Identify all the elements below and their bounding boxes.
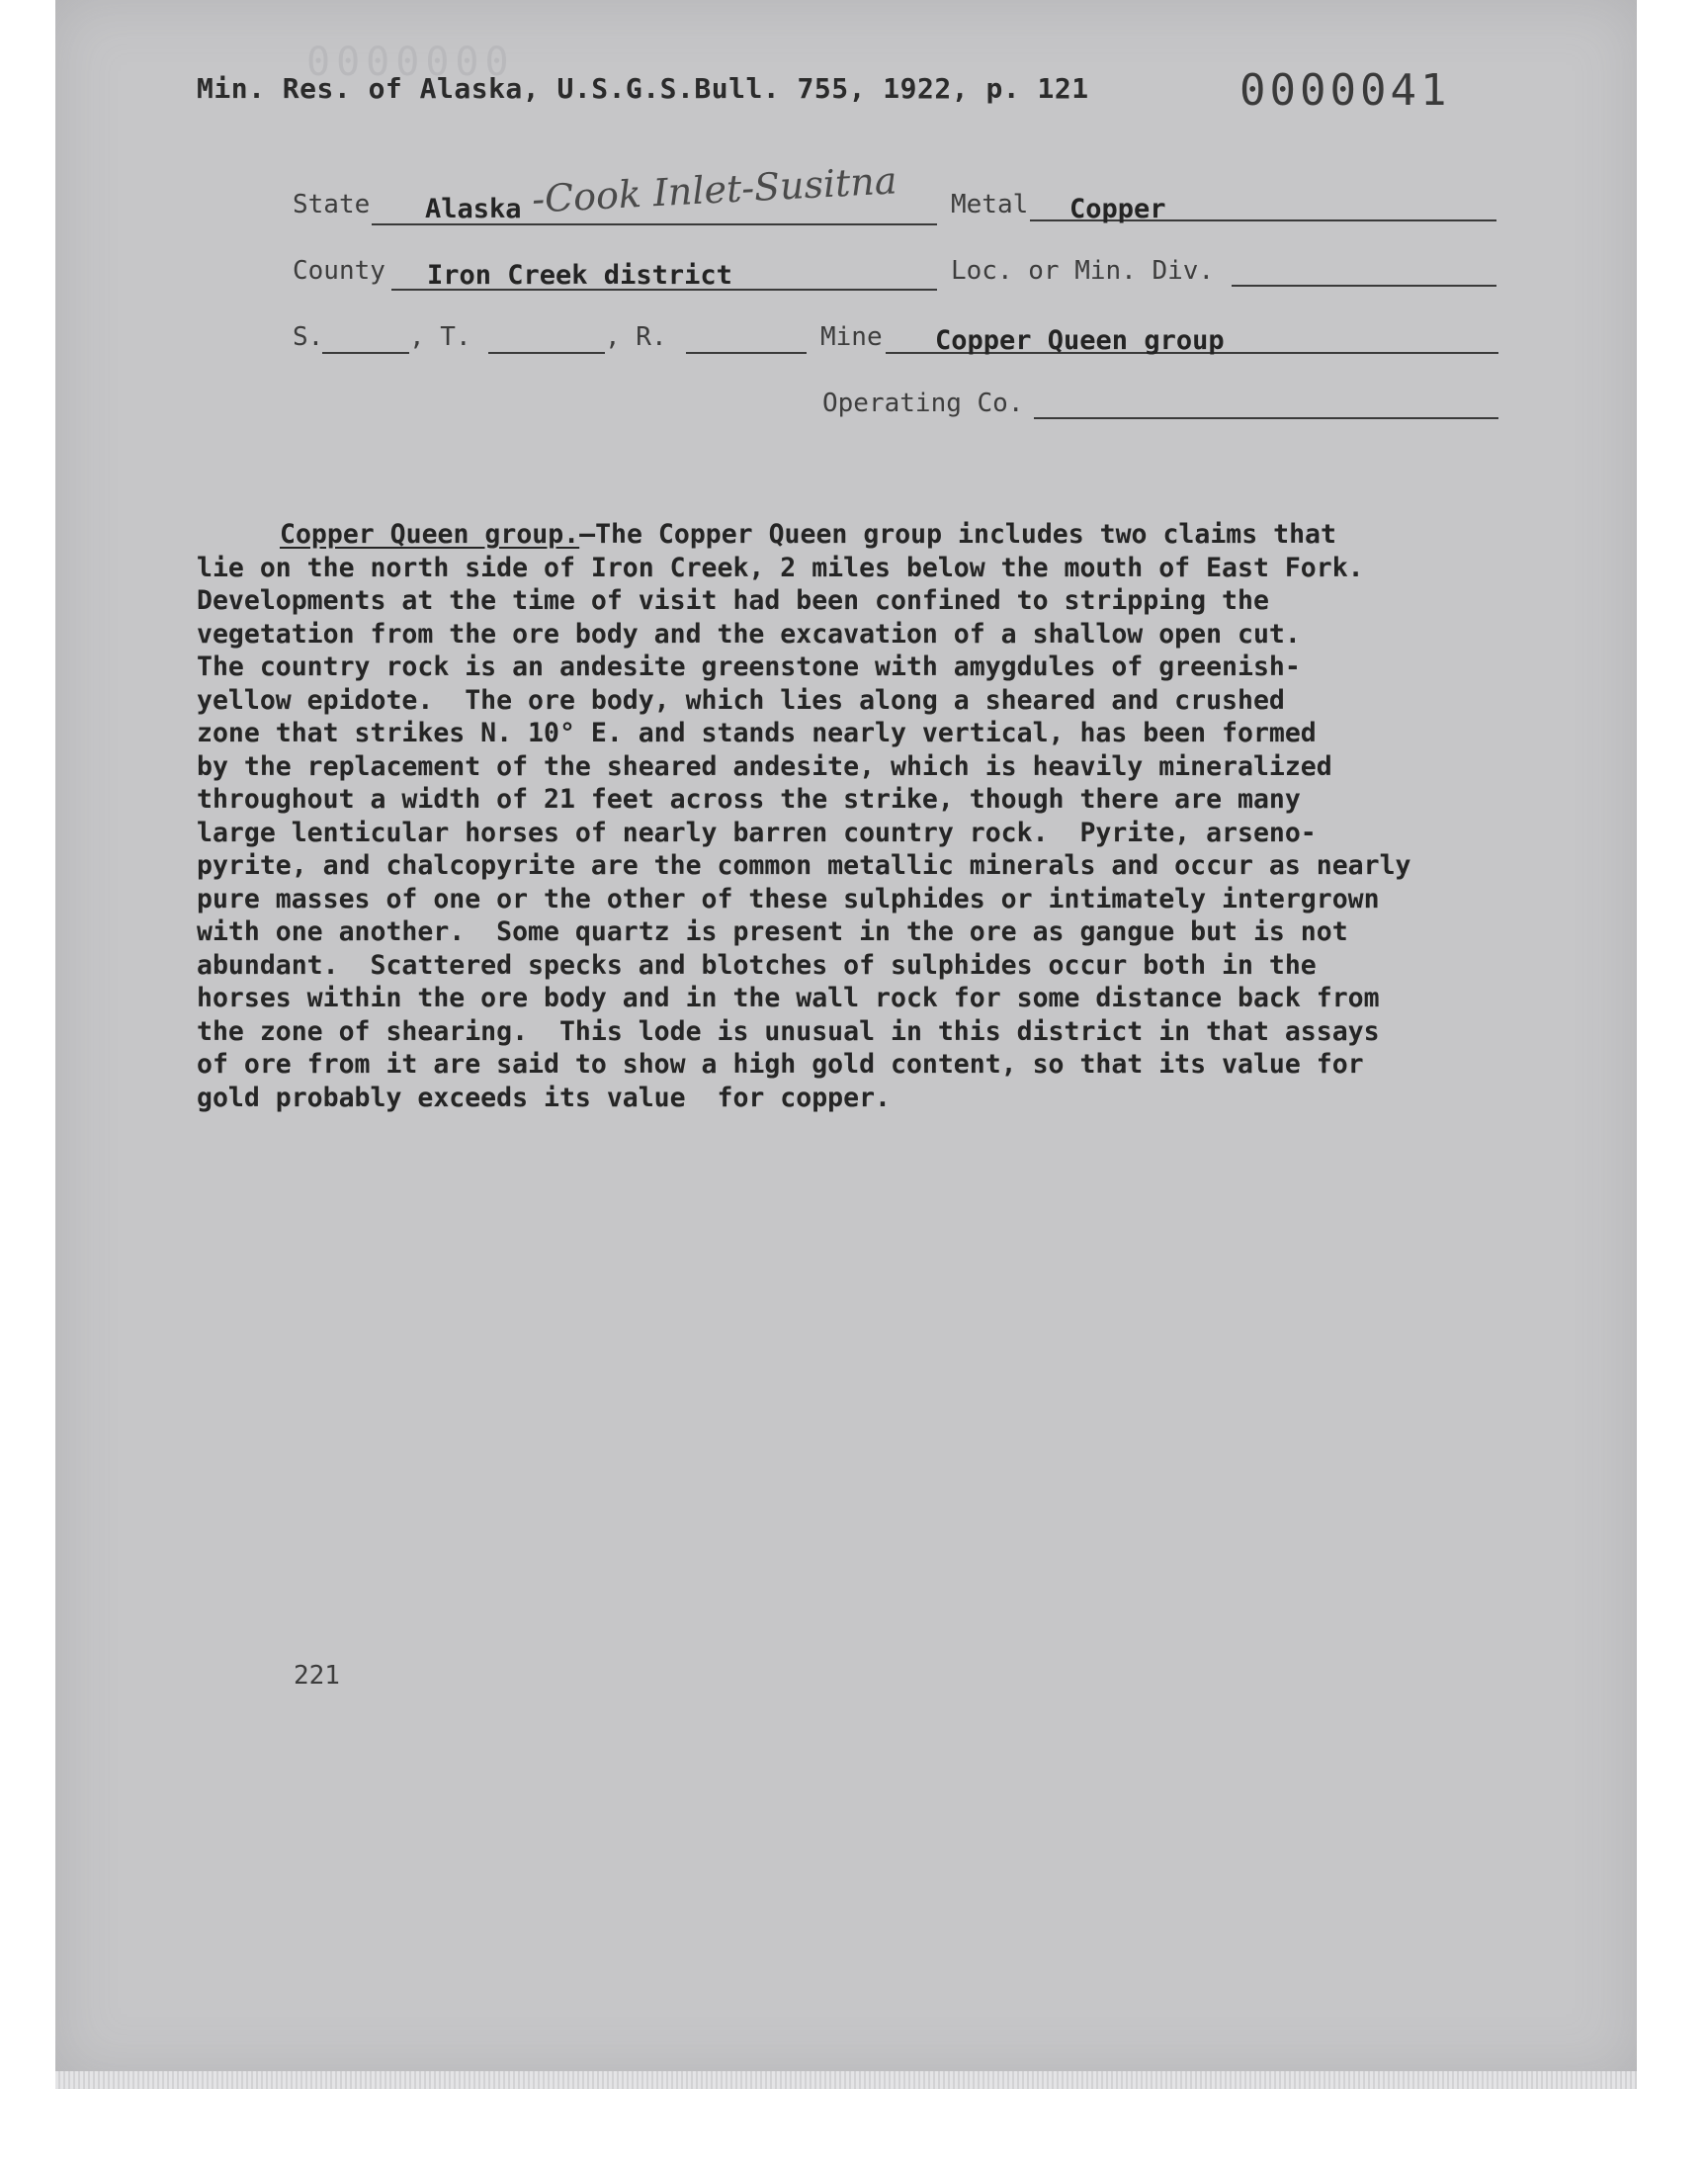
paragraph-line: Developments at the time of visit had been confined to stripping the bbox=[197, 585, 1269, 616]
ghost-stamp: 0000000 bbox=[306, 40, 515, 85]
loc-underline bbox=[1232, 285, 1496, 287]
operating-co-label: Operating Co. bbox=[822, 389, 1024, 418]
state-value: Alaska bbox=[425, 194, 522, 224]
paragraph-line: pure masses of one or the other of these sulphides or intimately intergrown bbox=[197, 883, 1380, 914]
range-label: , R. bbox=[605, 322, 667, 352]
township-underline bbox=[488, 352, 605, 354]
mine-label: Mine bbox=[820, 322, 883, 352]
operating-co-underline bbox=[1034, 417, 1498, 419]
paragraph-line: large lenticular horses of nearly barren country rock. Pyrite, arseno- bbox=[197, 817, 1317, 848]
paragraph-line: abundant. Scattered specks and blotches of sulphides occur both in the bbox=[197, 949, 1317, 981]
paragraph-line: gold probably exceeds its value for copper. bbox=[197, 1082, 891, 1113]
state-handwritten-annotation: -Cook Inlet-Susitna bbox=[531, 158, 898, 221]
description-paragraph bbox=[197, 518, 1482, 1114]
metal-value: Copper bbox=[1069, 194, 1166, 224]
paragraph-line: zone that strikes N. 10° E. and stands nearly vertical, has been formed bbox=[197, 718, 1317, 748]
card-bottom-edge bbox=[55, 2071, 1637, 2089]
state-label: State bbox=[293, 190, 371, 219]
paragraph-line: of ore from it are said to show a high gold content, so that its value for bbox=[197, 1049, 1364, 1080]
paragraph-line: The country rock is an andesite greenstone with amygdules of greenish- bbox=[197, 652, 1301, 682]
paragraph-line: horses within the ore body and in the wall rock for some distance back from bbox=[197, 983, 1380, 1013]
paragraph-lead-heading: Copper Queen group. bbox=[280, 519, 580, 550]
mine-value: Copper Queen group bbox=[935, 325, 1225, 356]
paragraph-first-line bbox=[197, 518, 1482, 552]
document-number: 0000041 bbox=[1239, 65, 1451, 116]
paragraph-line: vegetation from the ore body and the excavation of a shallow open cut. bbox=[197, 618, 1301, 650]
metal-label: Metal bbox=[951, 190, 1029, 219]
page-number: 221 bbox=[294, 1661, 340, 1691]
township-label: , T. bbox=[409, 322, 471, 352]
paragraph-line: by the replacement of the sheared andesite, which is heavily mineralized bbox=[197, 750, 1332, 782]
paragraph-line: with one another. Some quartz is present in the ore as gangue but is not bbox=[197, 916, 1348, 947]
paragraph-line: yellow epidote. The ore body, which lies along a sheared and crushed bbox=[197, 684, 1285, 716]
section-label: S. bbox=[293, 322, 324, 352]
section-underline bbox=[322, 352, 409, 354]
citation: Min. Res. of Alaska, U.S.G.S.Bull. 755, 1922, p. 121 bbox=[197, 72, 1089, 105]
paragraph-line: throughout a width of 21 feet across the strike, though there are many bbox=[197, 784, 1301, 815]
paragraph-line: pyrite, and chalcopyrite are the common metallic minerals and occur as nearly bbox=[197, 850, 1411, 881]
county-label: County bbox=[293, 256, 385, 286]
loc-label: Loc. or Min. Div. bbox=[951, 256, 1215, 286]
county-value: Iron Creek district bbox=[427, 260, 732, 291]
paragraph-line: the zone of shearing. This lode is unusual in this district in that assays bbox=[197, 1015, 1380, 1047]
paragraph-line: lie on the north side of Iron Creek, 2 miles below the mouth of East Fork. bbox=[197, 552, 1364, 583]
paragraph-line: —The Copper Queen group includes two claims that bbox=[579, 519, 1336, 550]
range-underline bbox=[686, 352, 807, 354]
